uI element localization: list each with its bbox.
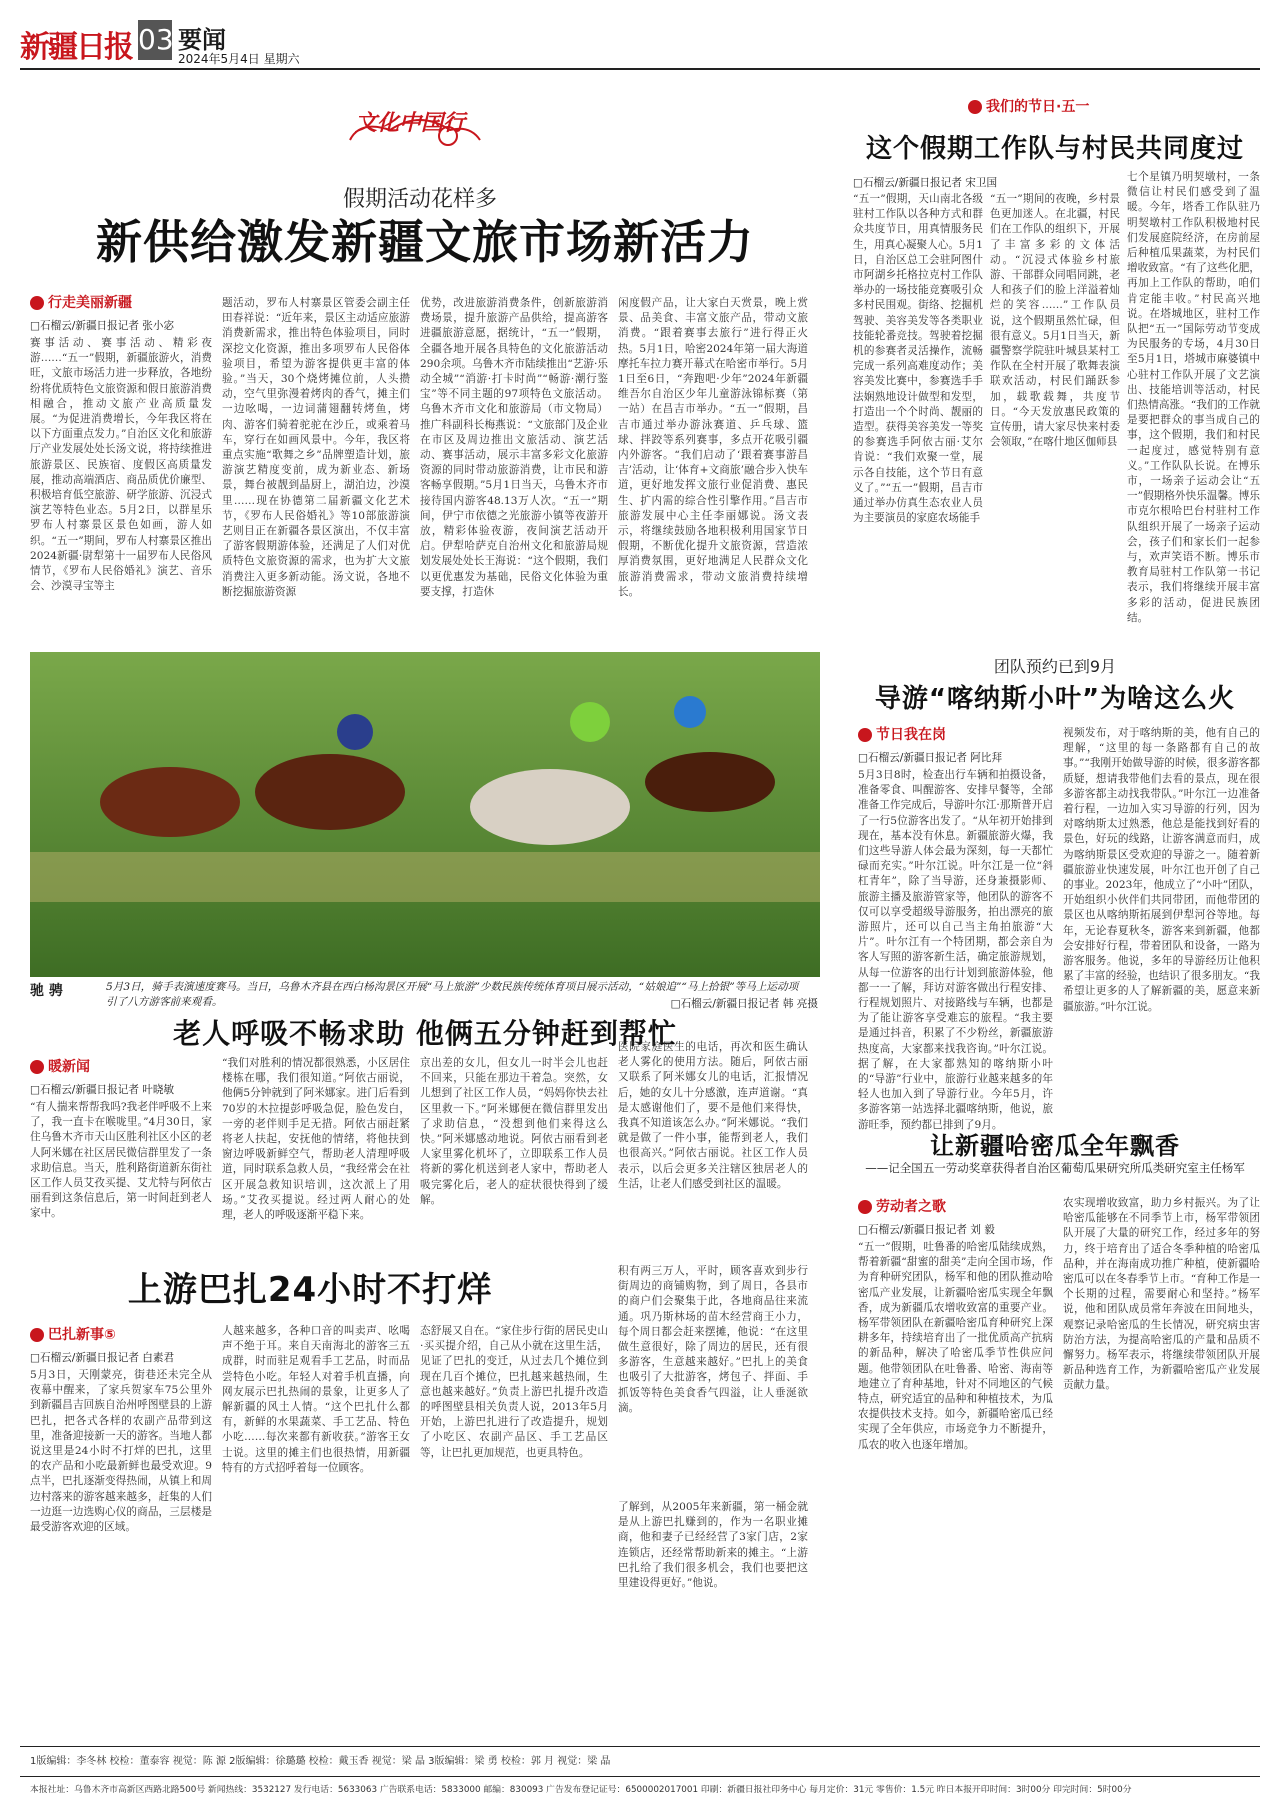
elder-headline: 老人呼吸不畅求助 他俩五分钟赶到帮忙: [173, 1017, 677, 1050]
footer-rule-2: [20, 1776, 1260, 1777]
lead-col-3: 优势，改进旅游消费条件，创新旅游消费场景，提升旅游产品供给，提高游客进疆旅游意愿，据统计，“五一”假期，全疆各地开展各具特色的文化旅游活动290余项。乌鲁木齐市陆续推出“艺游·乐动全城”“消游·打卡时尚”“畅游·潮行鉴宝”等不同主题的97项特色文旅活动。乌鲁木齐市文化和旅游局（市文物局）推广科副科长梅燕说：“文旅部门及企业在市区及周边推出文旅活动、演艺活动、赛事活动，展示丰富多彩文化旅游资源的同时带动旅游消费，让市民和游客畅享假期。”5月1日当天，乌鲁木齐市接待国内游客48.13万人次。“五一”期间，伊宁市依德之光旅游小镇等夜游开放，精彩体验夜游，夜间演艺活动开启。伊犁哈萨克自治州文化和旅游局规划发展处处长王海说：“这个假期，我们以更优惠发为基础，民俗文化体验为重要支撑，打造休: [420, 297, 608, 598]
footer-rule: [20, 1746, 1260, 1747]
section-title: 要闻: [178, 26, 226, 54]
culture-logo-text: 文化中国行: [354, 110, 465, 136]
issue-date: 2024年5月4日 星期六: [178, 52, 300, 66]
festival-col-2: “五一”期间的夜晚，乡村景色更加迷人。在北疆，村民们在工作队的组织下，开展了丰富多彩的文体活动。“沉浸式体验乡村旅游、干部群众同唱同跳，老人和孩子们的脸上洋溢着灿烂的笑容……”工作队员说，这个假期虽然忙碌，但很有意义。5月1日当天，新疆警察学院驻叶城县某村工作队在全村开展了歌舞表演联欢活动，村民们踊跃参加，载歌载舞，共度节日。“今天发放惠民政策的宣传册，请大家尽快来村委会领取，”在喀什地区伽师县: [990, 193, 1121, 449]
photo-label: 驰 骋: [30, 983, 63, 999]
guide-col-2: 视频发布，对于喀纳斯的美，他有自己的理解，“这里的每一条路都有自己的故事。”“我刚开始做导游的时候，很多游客都质疑，想请我带他们去看的景点，现在很多游客都主动找我带队。”叶尔江一边准备着行程，一边加入实习导游的行列，因为对喀纳斯太过熟悉，他总是能找到好看的景色，好玩的线路，让游客满意而归，成为喀纳斯景区受欢迎的导游之一。随着新疆旅游业快速发展，叶尔江也开创了自己的事业。2023年，他成立了“小叶”团队，开始组织小伙伴们共同带团，而他带团的景区也从喀纳斯拓展到伊犁河谷等地。每年，无论春夏秋冬，游客来到新疆，他都会安排好行程，带着团队和设备，一路为游客服务。他说，多年的导游经历让他积累了丰富的经验，也结识了很多朋友。“我希望让更多的人了解新疆的美，愿意来新疆旅游。”叶尔江说。: [1063, 727, 1260, 1013]
bazha-col-1: 5月3日，天刚蒙亮，街巷还未完全从夜幕中醒来，了家兵贺家车75公里外到新疆昌吉回族自治州呼图壁县的上游巴扎，把各式各样的农副产品带到这里，准备迎接新一天的游客。当地人都说这里是24小时不打烊的巴扎，这里的农产品和小吃最新鲜也最受欢迎。9点半，巴扎逐渐变得热闹，从镇上和周边村落来的游客越来越多，赶集的人们一边逛一边选购心仪的商品，三层楼是最受游客欢迎的区域。: [30, 1369, 212, 1534]
melon-col-2: 农实现增收致富，助力乡村振兴。为了让哈密瓜能够在不同季节上市，杨军带领团队开展了大量的研究工作，经过多年的努力，终于培育出了适合冬季种植的哈密瓜品种，并在海南成功推广种植，使新疆哈密瓜可以在冬春季节上市。“育种工作是一个长期的过程，需要耐心和坚持。”杨军说，他和团队成员常年奔波在田间地头，观察记录哈密瓜的生长情况，研究病虫害防治方法，为提高哈密瓜的产量和品质不懈努力。杨军表示，将继续带领团队开展新品种选育工作，为新疆哈密瓜产业发展贡献力量。: [1063, 1197, 1260, 1392]
guide-tag: 节日我在岗: [858, 724, 988, 744]
bazha-col-3: 态舒展又自在。“家住步行街的居民史山·买买提介绍，自己从小就在这里生活，见证了巴扎的变迁，从过去几个摊位到现在几百个摊位，巴扎越来越热闹，生意也越来越好。”负责上游巴扎提升改造的呼图壁县相关负责人说，2013年5月开始，上游巴扎进行了改造提升，规划了小吃区、农副产品区、手工艺品区等，让巴扎更加规范，也更具特色。: [420, 1325, 608, 1459]
festival-byline: □石榴云/新疆日报记者 宋卫国: [853, 177, 998, 189]
tag-dot-icon: [30, 296, 44, 310]
elder-col-1: “有人揣来帮帮我吗?我老伴呼吸不上来了，我一直卡在喉咙里。”4月30日，家住乌鲁木齐市天山区胜利社区小区的老人阿米娜在社区居民微信群里发了一条求助信息。当天，胜利路街道新东街社区工作人员艾孜买提、艾尤特与阿依古丽看到这条信息后，第一时间赶到老人家中。: [30, 1101, 212, 1220]
bazha-byline: □石榴云/新疆日报记者 白素君: [30, 1352, 175, 1364]
lead-col-4: 闲度假产品，让大家白天赏景，晚上赏景、品美食、丰富文旅产品，带动文旅消费。“跟着赛事去旅行”进行得正火热。5月1日，哈密2024年第一届大海道摩托车拉力赛开幕式在哈密市举行。5月1日至6日，“奔跑吧·少年”2024年新疆维吾尔自治区少年儿童游泳锦标赛（第一站）在昌吉市举办。“五一”假期，昌吉市通过举办游泳赛道、乒乓球、篮球、拌跤等系列赛事，多点开花吸引疆内外游客。“我们启动了‘跟着赛事游昌吉’活动，让‘体育+文商旅’融合步入快车道，更好地发挥文旅行业促消费、惠民生、扩内需的综合性引擎作用。”昌吉市旅游发展中心主任李丽娜说。汤文表示，将继续鼓励各地积极利用国家节日假期，不断优化提升文旅资源，营造浓厚消费氛围，更好地满足人民群众文化旅游消费需求，带动文旅消费持续增长。: [618, 297, 808, 598]
festival-col-1: “五一”假期，天山南北各级驻村工作队以各种方式和群众共度节日，用真情服务民生，用真心凝聚人心。5月1日，自治区总工会驻阿图什市阿湖乡托格拉克村工作队举办的一场技能竞赛吸引众多村民围观。街络、挖掘机驾驶、美容美发等各类职业技能轮番竞技。驾驶着挖掘机的参赛者灵活操作，流畅完成一系列高难度动作；美容美发比赛中，参赛选手手法娴熟地设计做型和发型，打造出一个个时尚、靓丽的造型。获得美容美发一等奖的参赛选手阿依古丽·艾尔肯说：“我们欢聚一堂，展示各自技能，这个节日有意义了。”“五一”假期，昌吉市通过举办仿真生态农业人员为主要演员的家庭农场能手: [853, 193, 984, 525]
masthead-rule: [20, 68, 1260, 70]
bazha-col-2: 人越来越多，各种口音的叫卖声、吆喝声不绝于耳。来自天南海北的游客三五成群，时而驻足观看手工艺品，时而品尝特色小吃。年轻人对着手机直播，向网友展示巴扎热闹的景象，让更多人了解新疆的风土人情。“这个巴扎什么都有，新鲜的水果蔬菜、手工艺品、特色小吃……每次来都有新收获。”游客王女士说。这里的摊主们也很热情，用新疆特有的方式招呼着每一位顾客。: [222, 1325, 410, 1474]
festival-headline: 这个假期工作队与村民共同度过: [865, 134, 1244, 164]
bazha-tag: 巴扎新事⑤: [30, 1324, 170, 1344]
guide-col-1: 5月3日8时，检查出行车辆和拍摄设备，准备零食、叫醒游客、安排早餐等，全部准备工作完成后，导游叶尔江·那斯普开启了一行5位游客出发了。“从年初开始排到现在，基本没有休息。新疆旅游火爆，我们这些导游人体会最为深刻，每一天都忙碌而充实。”叶尔江说。叶尔江是一位“斜杠青年”，除了当导游，还身兼摄影师、旅游主播及旅游管家等，他团队的游客不仅可以享受超级导游服务，拍出漂亮的旅游照片，还可以自己当主角拍旅游“大片”。叶尔江有一个特团期，都会亲自为客人写照的游客新生活，确定旅游规划，从每一位游客的出行计划到旅游体验，他都一一了解，拜访对游客做出行程安排、行程规划照片、对接路线与车辆，也都是为了能让游客享受难忘的旅程。“我主要是通过抖音，积累了不少粉丝，新疆旅游热度高，大家都来找我咨询。”叶尔江说。据了解，在大家都熟知的喀纳斯小叶的“导游”行业中，旅游行业越来越多的年轻人也加入到了导游行业。今年5月，许多游客第一站选择北疆喀纳斯，他说，旅游旺季，预约都已排到了9月。: [858, 769, 1053, 1131]
elder-col-2: “我们对胜利的情况都很熟悉，小区居住楼栋在哪，我们很知道。”阿依古丽说，他俩5分钟就到了阿米娜家。进门后看到70岁的木拉提彭呼吸急促，脸色发白，一旁的老伴则手足无措。阿依古丽赶紧将老人扶起，安抚他的情绪，将他扶到窗边呼吸新鲜空气，帮助老人清理呼吸道，同时联系急救人员，“我经常会在社区开展急救知识培训，这次派上了用场。”艾孜买提说。经过两人耐心的处理，老人的呼吸逐渐平稳下来。: [222, 1057, 410, 1222]
tag-dot-icon: [858, 728, 872, 742]
culture-china-logo: [330, 100, 490, 152]
guide-headline: 导游“喀纳斯小叶”为啥这么火: [874, 684, 1236, 714]
lead-col-2: 题活动，罗布人村寨景区管委会副主任田春祥说：“近年来，景区主动适应旅游消费新需求，推出特色体验项目，同时深挖文化资源，推出多项罗布人民俗体验项目，希望为游客提供更丰富的体验。”当天，30个烧烤摊位前，人头攒动，空气里弥漫着烤肉的香气，摊主们一边吆喝，一边词蒲翅翻转烤鱼，烤肉、游客们骑着驼驼在沙丘，或乘着马车，穿行在如画风景中。今年，我区将重点实施“歌舞之乡”品牌塑造计划，旅游演艺精度变前，成为新业态、新场景，舞台被靓到晶厨上，湖泊边，沙漠里……现在协德第二届新疆文化艺术节，《罗布人民俗婚礼》等10部旅游演艺则目正在新疆各景区演出，不仅丰富了游客假期游体验，还满足了人们对优质特色文旅资源的需求，也为扩大文旅消费注入更多新动能。汤文说，各地不断挖掘旅游资源: [222, 297, 410, 598]
horse-race-photo: [30, 652, 820, 977]
festival-col-3: 七个星镇乃明契墩村，一条微信让村民们感受到了温暖。今年，塔香工作队驻乃明契墩村工作队积极地村民们发展庭院经济，在房前屋后种植瓜果蔬菜，为村民们增收致富。“有了这些化肥，再加上工作队的帮助，咱们肯定能丰收。”村民高兴地说。在塔城地区，驻村工作队把“五一”国际劳动节变成为民服务的专场，4月30日至5月1日，塔城市麻婆镇中心驻村工作队开展了文艺演出、技能培训等活动，村民们热情高涨。“我们的工作就是要把群众的事当成自己的事，这个假期，我们和村民一起度过，感觉特别有意义。”工作队队长说。在博乐市，一场亲子运动会让“五一”假期格外快乐温馨。博乐市克尔根哈巴台村驻村工作队组织开展了一场亲子运动会，孩子们和家长们一起参与，欢声笑语不断。博乐市教育局驻村工作队第一书记表示，我们将继续开展丰富多彩的活动，促进民族团结。: [1127, 171, 1260, 624]
bazha-col-4: 积有两三万人，平时，顾客喜欢到步行街周边的商铺购物，到了周日，各县市的商户们会聚集于此，各地商品往来流通。巩乃斯林场的苗木经营商王小力，每个周日都会赶来摆摊，他说：“在这里做生意很好，除了周边的居民，还有很多游客，生意越来越好。”巴扎上的美食也吸引了大批游客，烤包子、拌面、手抓饭等特色美食香气四溢，让人垂涎欲滴。: [618, 1265, 808, 1414]
lead-tag: 行走美丽新疆: [30, 292, 190, 312]
tag-dot-icon: [30, 1328, 44, 1342]
elder-col-4: 医院家庭医生的电话，再次和医生确认老人雾化的使用方法。随后，阿依古丽又联系了阿米娜女儿的电话，汇报情况后，她的女儿十分感激，连声道谢。“真是太感谢他们了，要不是他们来得快，我真不知道该怎么办。”阿米娜说。“我们就是做了一件小事，能帮到老人，我们也很高兴。”阿依古丽说。社区工作人员表示，以后会更多关注辖区独居老人的生活，让老人们感受到社区的温暖。: [618, 1041, 808, 1190]
lead-kicker: 假期活动花样多: [342, 187, 497, 212]
footer-imprint: 本报社址：乌鲁木齐市高新区西路北路500号 新闻热线：3532127 发行电话：5633063 广告联系电话：5833000 邮编：830093 广告发布登记证号：6500002017001 印刷：新疆日报社印务中心 每月定价：31元 零售价：1.5元 昨日本报开印时间：3时00分 印完时间：5时00分: [30, 1785, 1132, 1795]
melon-subhead: ——记全国五一劳动奖章获得者自治区葡萄瓜果研究所瓜类研究室主任杨军: [865, 1161, 1245, 1175]
masthead-logo: 新疆日报: [20, 30, 132, 65]
bazha-col-5: 了解到，从2005年来新疆，第一桶金就是从上游巴扎赚到的，作为一名职业摊商，他和妻子已经经营了3家门店，2家连锁店，还经常帮助新来的摊主。“上游巴扎给了我们很多机会，我们也要把这里建设得更好。”他说。: [618, 1501, 808, 1590]
melon-byline: □石榴云/新疆日报记者 刘 毅: [858, 1224, 995, 1236]
melon-headline: 让新疆哈密瓜全年飘香: [930, 1132, 1180, 1160]
melon-col-1: “五一”假期，吐鲁番的哈密瓜陆续成熟，帮着新疆“甜蜜的甜美”走向全国市场，作为育种研究团队，杨军和他的团队推动哈密瓜产业发展，让新疆哈密瓜实现全年飘香，成为新疆瓜农增收致富的重要产业。杨军带领团队在新疆哈密瓜育种研究上深耕多年，持续培育出了一批优质高产抗病的新品种，解决了哈密瓜季节性供应问题。他带领团队在吐鲁番、哈密、海南等地建立了育种基地，针对不同地区的气候特点，研究适宜的品种和种植技术，为瓜农提供技术支持。如今，新疆哈密瓜已经实现了全年供应，市场竞争力不断提升，瓜农的收入也逐年增加。: [858, 1241, 1053, 1451]
lead-byline: □石榴云/新疆日报记者 张小宓: [30, 320, 175, 332]
tag-dot-icon: [968, 100, 982, 114]
melon-tag: 劳动者之歌: [858, 1196, 988, 1216]
horse-race-image: [30, 652, 820, 977]
photo-caption: 5月3日，骑手表演速度赛马。当日，乌鲁木齐县在西白杨沟景区开展“马上旅游”少数民族传统体育项目展示活动，“姑娘追”“马上拾银”等马上运动项引了八方游客前来观看。: [106, 981, 799, 1008]
elder-byline: □石榴云/新疆日报记者 叶晓敏: [30, 1084, 175, 1096]
photo-credit: □石榴云/新疆日报记者 韩 亮摄: [670, 998, 818, 1010]
lead-headline: 新供给激发新疆文旅市场新活力: [96, 215, 754, 269]
guide-kicker: 团队预约已到9月: [993, 657, 1117, 676]
tag-dot-icon: [858, 1200, 872, 1214]
lead-col-1: 赛事活动、赛事活动、精彩夜游……“五一”假期，新疆旅游火，消费旺，文旅市场活力进一步释放，各地纷纷将优质特色文旅资源和假日旅游消费相融合，推动文旅产业高质量发展。“为促进消费增长，今年我区将在以下方面重点发力。”自治区文化和旅游厅产业发展处处长汤文说，将持续推进旅游景区、民族宿、度假区高质量发展，推动高端酒店、商品质优价廉型、积极培育低空旅游、研学旅游、沉浸式演艺等特色业态。5月2日，以群星乐罗布人村寨景区景色如画，游人如织。“五一”期间，罗布人村寨景区推出2024新疆·尉犁第十一届罗布人民俗风情节，《罗布人民俗婚礼》演艺、音乐会、沙漠寻宝等主: [30, 337, 212, 593]
page-number: 03: [138, 20, 172, 60]
elder-col-3: 京出差的女儿，但女儿一时半会儿也赶不回来，只能在那边干着急。突然，女儿想到了社区工作人员，“妈妈你快去社区里救一下。”阿米娜便在微信群里发出了求助信息，“没想到他们来得这么快。”阿米娜感动地说。阿依古丽看到老人家里雾化机坏了，立即联系工作人员将新的雾化机送到老人家中，帮助老人吸完雾化后，老人的症状很快得到了缓解。: [420, 1057, 608, 1206]
elder-tag: 暖新闻: [30, 1056, 150, 1076]
tag-dot-icon: [30, 1060, 44, 1074]
footer-editors: 1版编辑：李冬林 校检：董泰容 视觉：陈 源 2版编辑：徐璐璐 校检：戴玉香 视觉：梁 晶 3版编辑：梁 勇 校检：郭 月 视觉：梁 晶: [30, 1756, 611, 1767]
festival-tag: 我们的节日·五一: [968, 96, 1128, 116]
guide-byline: □石榴云/新疆日报记者 阿比拜: [858, 752, 1003, 764]
bazha-headline: 上游巴扎24小时不打烊: [127, 1270, 493, 1310]
